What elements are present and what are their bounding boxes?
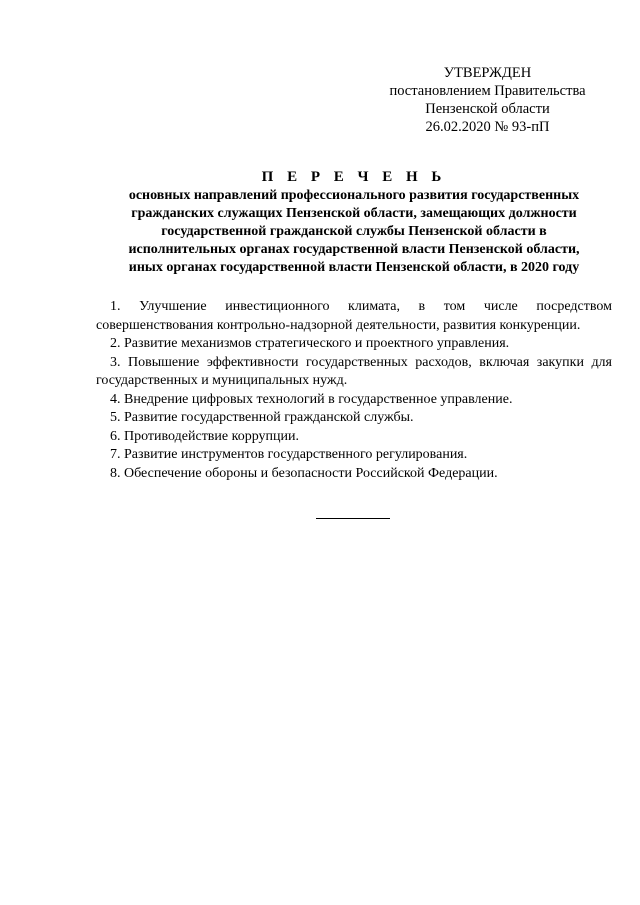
list-item: 1. Улучшение инвестиционного климата, в том числе посредством совершенствования контрольно-надзорной деятельности, развития конкуренции. xyxy=(96,299,612,333)
document-title: П Е Р Е Ч Е Н Ь xyxy=(261,169,447,185)
list-item: 3. Повышение эффективности государственных расходов, включая закупки для государственных и муниципальных нужд. xyxy=(96,354,612,388)
approval-region: Пензенской области xyxy=(425,101,550,117)
list-item: 5. Развитие государственной гражданской службы. xyxy=(110,410,414,425)
list-item: 4. Внедрение цифровых технологий в государственное управление. xyxy=(110,391,513,407)
document-subtitle-line-4: исполнительных органах государственной власти Пензенской области, xyxy=(128,242,580,257)
directions-list xyxy=(96,298,612,483)
list-item: 6. Противодействие коррупции. xyxy=(110,428,299,444)
list-item: 2. Развитие механизмов стратегического и проектного управления. xyxy=(110,336,510,351)
approval-title: УТВЕРЖДЕН xyxy=(443,65,532,81)
document-subtitle-line-1: основных направлений профессионального развития государственных xyxy=(128,188,580,203)
end-divider xyxy=(316,518,390,519)
approval-date-number: 26.02.2020 № 93-пП xyxy=(425,119,550,135)
document-subtitle-line-5: иных органах государственной власти Пензенской области, в 2020 году xyxy=(128,260,580,275)
list-item: 7. Развитие инструментов государственного регулирования. xyxy=(110,447,468,462)
document-subtitle-line-3: государственной гражданской службы Пензенской области в xyxy=(161,224,547,239)
approval-authority: постановлением Правительства xyxy=(389,83,586,99)
approval-stamp xyxy=(375,64,600,136)
document-subtitle-line-2: гражданских служащих Пензенской области, замещающих должности xyxy=(131,206,577,221)
document-heading xyxy=(96,168,612,277)
list-item: 8. Обеспечение обороны и безопасности Российской Федерации. xyxy=(110,465,498,481)
